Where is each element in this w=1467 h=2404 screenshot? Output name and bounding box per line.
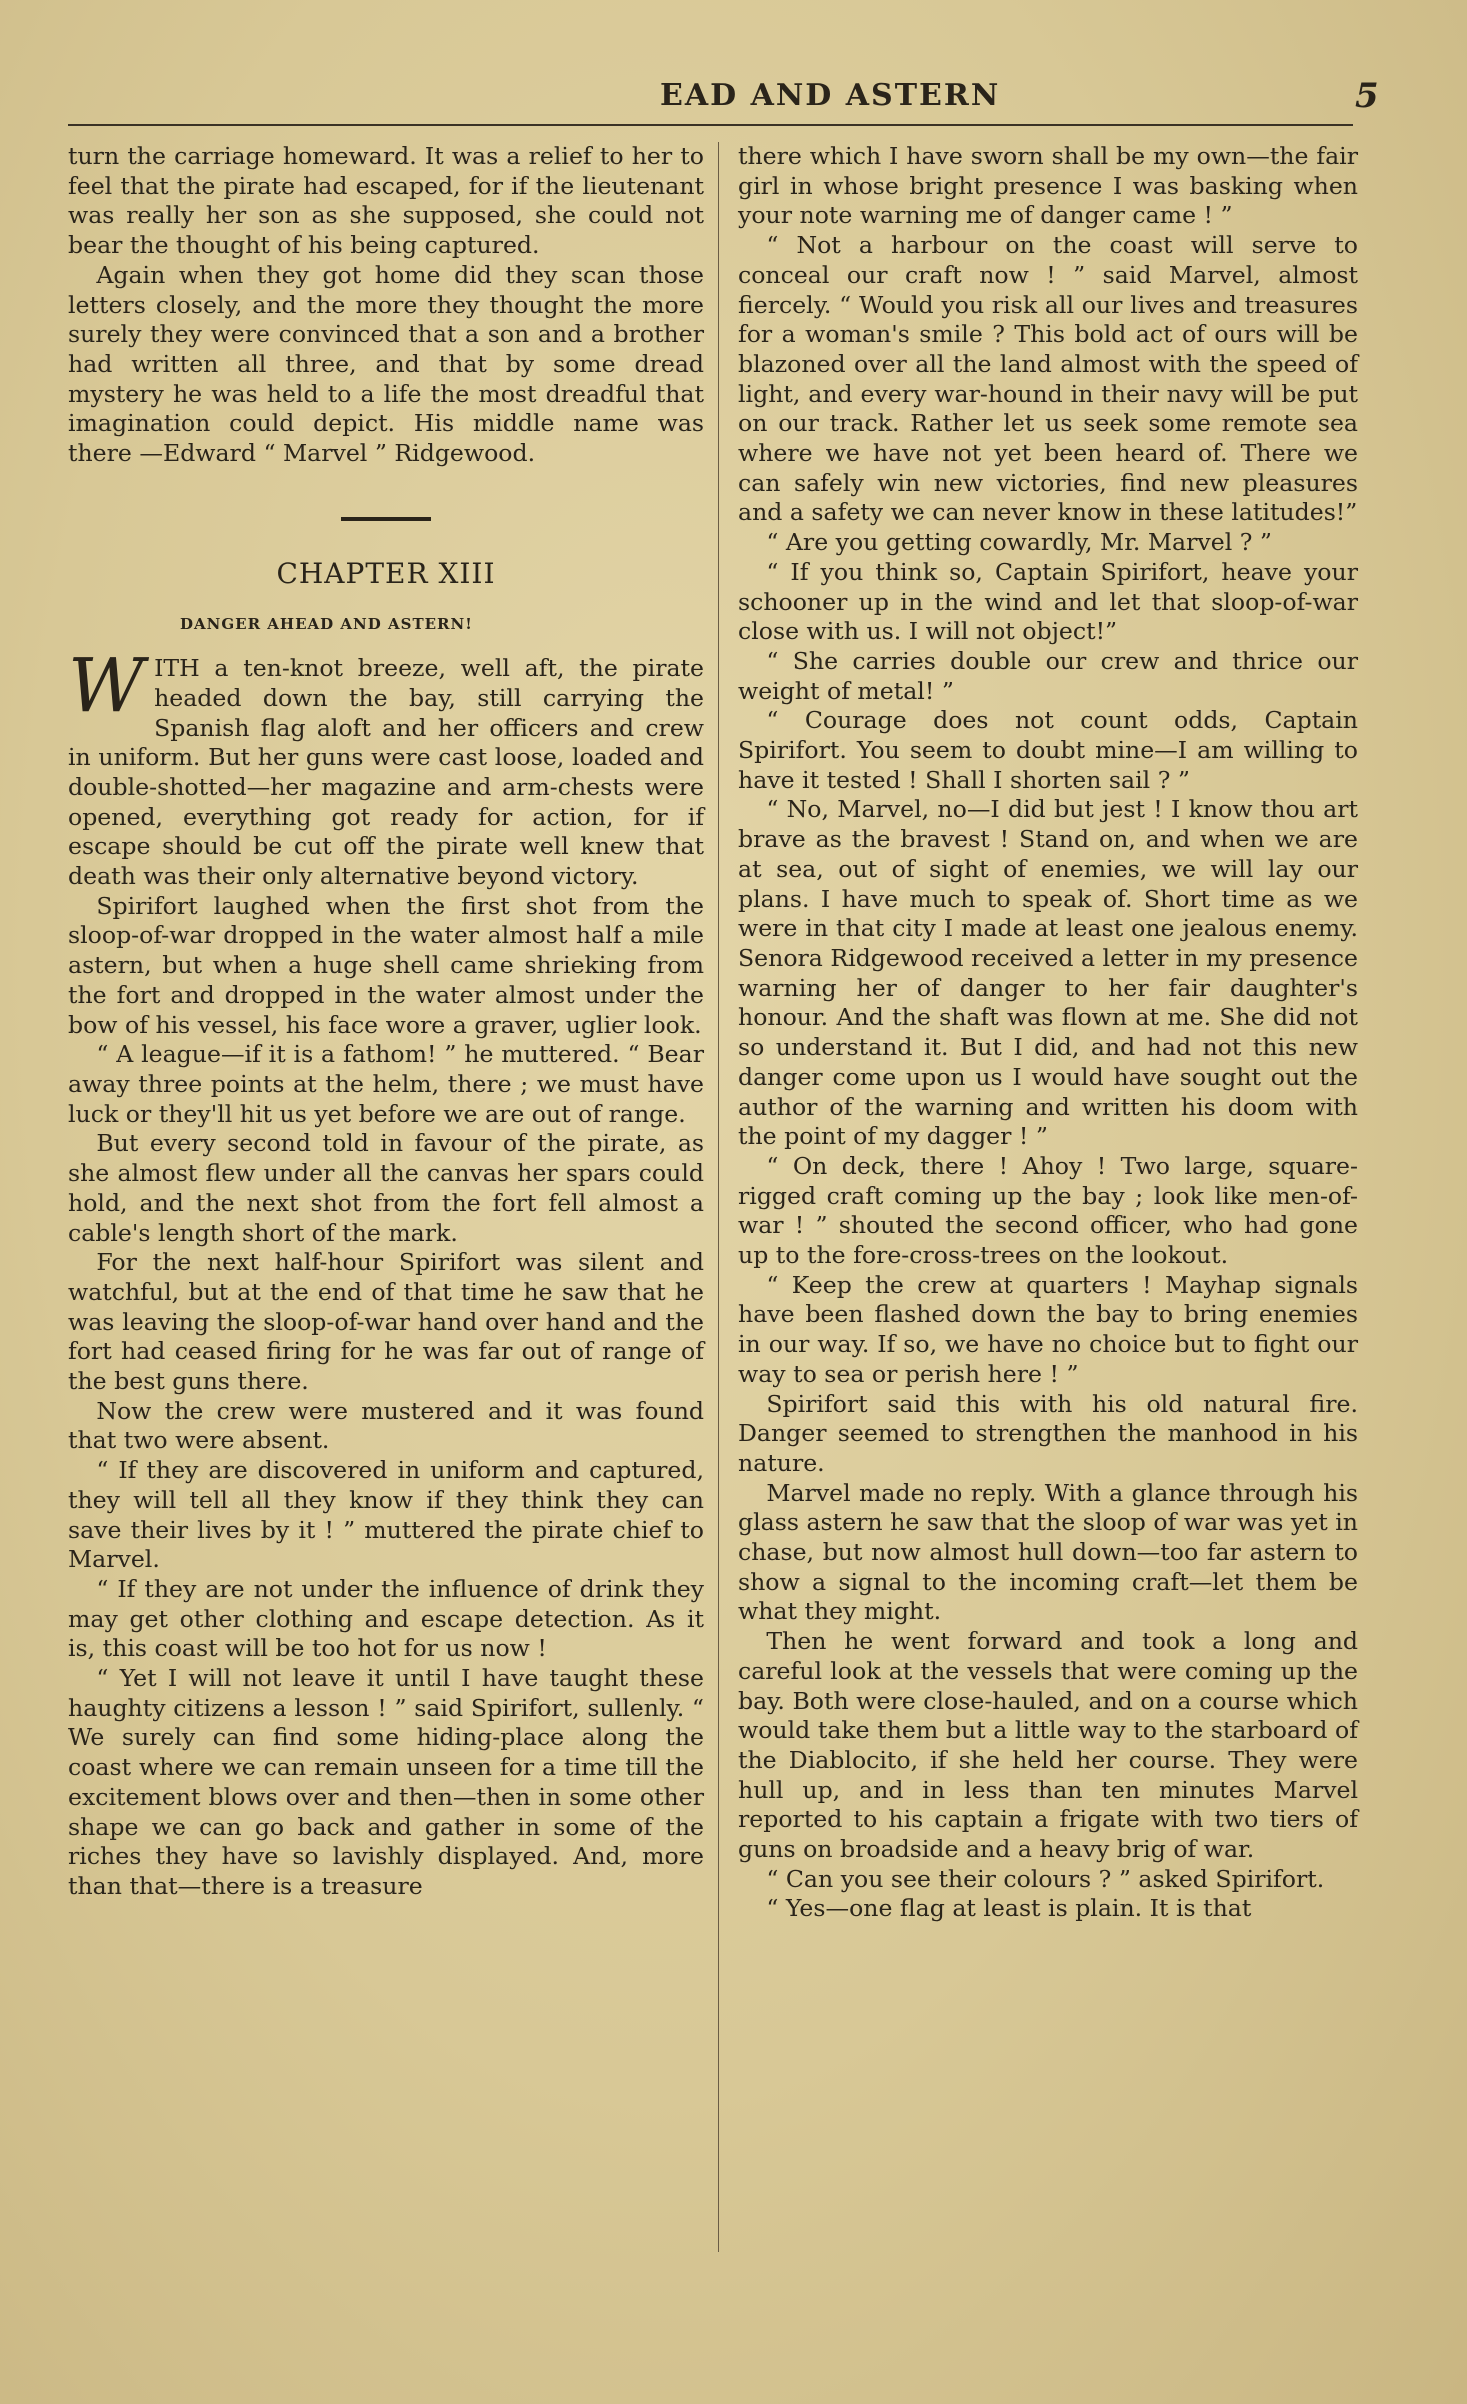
paragraph: Now the crew were mustered and it was found that two were absent. (68, 1396, 704, 1455)
paragraph: “ If they are not under the influence of drink they may get other clothing and escape detection. As it is, this coast will be too hot for us now ! (68, 1574, 704, 1663)
running-header: EAD AND ASTERN (660, 78, 1001, 113)
paragraph: turn the carriage homeward. It was a relief to her to feel that the pirate had escaped, for if the lieutenant was really her son as she supposed, she could not bear the thought of his being captured. (68, 142, 704, 260)
chapter-title: CHAPTER XIII (276, 556, 496, 590)
paragraph: “ No, Marvel, no—I did but jest ! I know thou art brave as the bravest ! Stand on, and when we are at sea, out of sight of enemies, we will lay our plans. I have much to speak of. Short time as we were in that city I made at least one jealous enemy. Senora Ridgewood received a letter in my presence warning her of danger to her fair daughter's honour. And the shaft was flown at me. She did not so understand it. But I did, and had not this new danger come upon us I would have sought out the author of the warning and written his doom with the point of my dagger ! ” (738, 795, 1358, 1151)
paragraph: “ Not a harbour on the coast will serve to conceal our craft now ! ” said Marvel, almost fiercely. “ Would you risk all our lives and treasures for a woman's smile ? This bold act of ours will be blazoned over all the land almost with the speed of light, and every war-hound in their navy will be put on our track. Rather let us seek some remote sea where we have not yet been heard of. There we can safely win new victories, find new pleasures and a safety we can never know in these latitudes!” (738, 231, 1358, 527)
paragraph: “ Courage does not count odds, Captain Spirifort. You seem to doubt mine—I am willing to have it tested ! Shall I shorten sail ? ” (738, 706, 1358, 794)
right-column (738, 142, 1358, 1924)
paragraph: “ Are you getting cowardly, Mr. Marvel ? ” (766, 528, 1272, 557)
paragraph: Spirifort laughed when the first shot from the sloop-of-war dropped in the water almost half a mile astern, but when a huge shell came shrieking from the fort and dropped in the water almost under the bow of his vessel, his face wore a graver, uglier look. (68, 891, 704, 1039)
paragraph: “ Can you see their colours ? ” asked Spirifort. (766, 1864, 1325, 1893)
paragraph: But every second told in favour of the pirate, as she almost flew under all the canvas her spars could hold, and the next shot from the fort fell almost a cable's length short of the mark. (68, 1129, 704, 1247)
chapter-first-paragraph (68, 643, 704, 892)
paragraph: there which I have sworn shall be my own—the fair girl in whose bright presence I was basking when your note warning me of danger came ! ” (738, 142, 1358, 230)
chapter-subtitle: DANGER AHEAD AND ASTERN! (180, 615, 473, 634)
paragraph: “ If you think so, Captain Spirifort, heave your schooner up in the wind and let that sloop-of-war close with us. I will not object!” (738, 557, 1358, 646)
paragraph: “ Yet I will not leave it until I have taught these haughty citizens a lesson ! ” said Spirifort, sullenly. “ We surely can find some hiding-place along the coast where we can remain unseen for a time till the excitement blows over and then—then in some other shape we can go back and gather in some of the riches they have so lavishly displayed. And, more than that—there is a treasure (68, 1664, 704, 1900)
page-number: 5 (1355, 76, 1379, 116)
left-column (68, 142, 704, 1902)
paragraph: “ A league—if it is a fathom! ” he muttered. “ Bear away three points at the helm, there ; we must have luck or they'll hit us yet before we are out of range. (68, 1040, 704, 1128)
paragraph: “ If they are discovered in uniform and captured, they will tell all they know if they think they can save their lives by it ! ” muttered the pirate chief to Marvel. (68, 1456, 704, 1574)
column-divider (718, 142, 719, 2252)
paragraph: Spirifort said this with his old natural fire. Danger seemed to strengthen the manhood in his nature. (738, 1389, 1358, 1477)
first-paragraph-text: ITH a ten-knot breeze, well aft, the pirate headed down the bay, still carrying the Spanish flag aloft and her officers and crew in uniform. But her guns were cast loose, loaded and double-shotted—her magazine and arm-chests were opened, everything got ready for action, for if escape should be cut off the pirate well knew that death was their only alternative beyond victory. (68, 654, 704, 891)
header-rule (68, 124, 1353, 126)
paragraph: “ She carries double our crew and thrice our weight of metal! ” (738, 646, 1358, 705)
paragraph: “ On deck, there ! Ahoy ! Two large, square-rigged craft coming up the bay ; look like men-of-war ! ” shouted the second officer, who had gone up to the fore-cross-trees on the lookout. (738, 1151, 1358, 1270)
section-rule (341, 517, 431, 521)
paragraph: Marvel made no reply. With a glance through his glass astern he saw that the sloop of war was yet in chase, but now almost hull down—too far astern to show a signal to the incoming craft—let them be what they might. (738, 1478, 1358, 1626)
paragraph: Again when they got home did they scan those letters closely, and the more they thought the more surely they were convinced that a son and a brother had written all three, and that by some dread mystery he was held to a life the most dreadful that imagination could depict. His middle name was there —Edward “ Marvel ” Ridgewood. (68, 260, 704, 468)
drop-cap: W (68, 643, 145, 730)
paragraph: For the next half-hour Spirifort was silent and watchful, but at the end of that time he saw that he was leaving the sloop-of-war hand over hand and the fort had ceased firing for he was far out of range of the best guns there. (68, 1248, 704, 1396)
paragraph: Then he went forward and took a long and careful look at the vessels that were coming up the bay. Both were close-hauled, and on a course which would take them but a little way to the starboard of the Diablocito, if she held her course. They were hull up, and in less than ten minutes Marvel reported to his captain a frigate with two tiers of guns on broadside and a heavy brig of war. (738, 1627, 1358, 1864)
paragraph: “ Yes—one flag at least is plain. It is that (766, 1894, 1252, 1923)
paragraph: “ Keep the crew at quarters ! Mayhap signals have been flashed down the bay to bring enemies in our way. If so, we have no choice but to fight our way to sea or perish here ! ” (738, 1270, 1358, 1388)
